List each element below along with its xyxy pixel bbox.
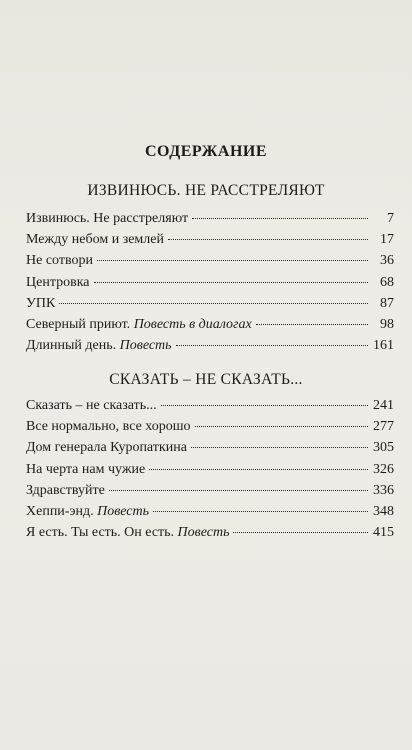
toc-entry (26, 293, 394, 314)
leader-dots (168, 239, 368, 240)
toc-entry (26, 314, 394, 335)
toc-entry-title: Дом генерала Куропаткина (26, 440, 187, 456)
leader-dots (97, 260, 368, 261)
toc-entry-title: Не сотвори (26, 253, 93, 269)
leader-dots (192, 218, 368, 219)
toc-entry (26, 501, 394, 522)
toc-page-number: 7 (387, 211, 394, 226)
toc-entry-subtitle: Повесть (97, 503, 150, 519)
toc-entry-subtitle: Повесть (119, 338, 172, 354)
toc-list-2 (26, 395, 394, 543)
toc-entry (26, 250, 394, 271)
leader-dots (149, 469, 368, 470)
leader-dots (94, 282, 368, 283)
leader-dots (233, 532, 368, 533)
toc-entry-title: Все нормально, все хорошо (26, 419, 191, 435)
toc-entry (26, 416, 394, 437)
toc-page-number: 36 (380, 253, 394, 269)
toc-entry (26, 395, 394, 416)
toc-entry (26, 480, 394, 501)
toc-page-number: 348 (373, 503, 394, 519)
toc-entry-title: Извинюсь. Не расстреляют (26, 211, 189, 226)
section-title-1: ИЗВИНЮСЬ. НЕ РАССТРЕЛЯЮТ (87, 182, 325, 199)
toc-page-number: 326 (373, 461, 394, 477)
toc-entry (26, 272, 394, 293)
toc-entry-title: УПК (26, 295, 56, 311)
toc-entry (26, 229, 394, 250)
toc-entry-title: Здравствуйте (26, 482, 105, 498)
leader-dots (195, 426, 368, 427)
toc-entry (26, 208, 394, 229)
toc-entry-title: На черта нам чужие (26, 461, 146, 477)
leader-dots (256, 324, 368, 325)
toc-entry-title: Сказать – не сказать... (26, 398, 157, 413)
leader-dots (153, 511, 368, 512)
leader-dots (191, 447, 368, 448)
toc-entry-subtitle: Повесть (177, 525, 230, 541)
page-title: СОДЕРЖАНИЕ (144, 143, 268, 160)
leader-dots (161, 405, 368, 406)
toc-entry (26, 522, 394, 543)
section-title-2: СКАЗАТЬ – НЕ СКАЗАТЬ... (109, 371, 303, 388)
toc-page-number: 68 (380, 274, 394, 290)
toc-entry-title: Я есть. Ты есть. Он есть. (26, 525, 175, 541)
toc-page-number: 17 (380, 232, 394, 248)
toc-entry-title: Хеппи-энд. (26, 503, 94, 519)
leader-dots (176, 345, 368, 346)
toc-entry (26, 459, 394, 480)
leader-dots (109, 490, 368, 491)
leader-dots (59, 303, 368, 304)
toc-entry (26, 335, 394, 356)
toc-entry-title: Длинный день. (26, 338, 117, 354)
toc-entry-title: Северный приют. (26, 316, 131, 332)
toc-page-number: 87 (380, 295, 394, 311)
toc-list-1 (26, 208, 394, 356)
toc-page-number: 336 (373, 482, 394, 498)
toc-page-number: 305 (373, 440, 394, 456)
toc-page-number: 241 (373, 398, 394, 413)
toc-entry-title: Между небом и землей (26, 232, 164, 248)
toc-entry (26, 437, 394, 458)
toc-entry-subtitle: Повесть в диалогах (133, 316, 252, 332)
toc-page-number: 415 (373, 525, 394, 541)
toc-page-number: 98 (380, 316, 394, 332)
toc-page-number: 277 (373, 419, 394, 435)
toc-page-number: 161 (373, 338, 394, 354)
toc-entry-title: Центровка (26, 274, 90, 290)
